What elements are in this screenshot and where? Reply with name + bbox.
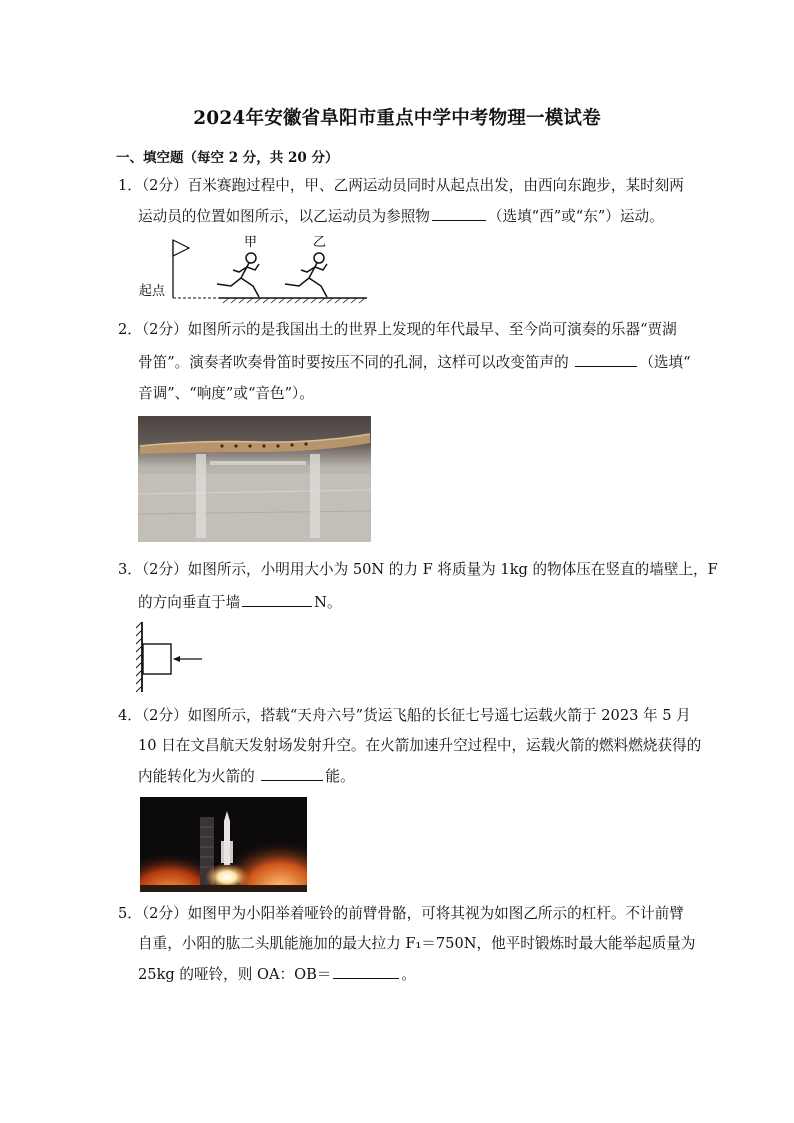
question-3-text-1: （2分）如图所示，小明用大小为 50N 的力 F 将质量为 1kg 的物体压在竖直的墙壁上，F bbox=[141, 561, 718, 578]
question-5-line-3 bbox=[138, 964, 416, 985]
question-5-text-1: （2分）如图甲为小阳举着哑铃的前臂骨骼，可将其视为如图乙所示的杠杆。不计前臂 bbox=[141, 905, 684, 922]
question-2-number: 2． bbox=[118, 321, 142, 338]
question-5-text-2: 自重，小阳的肱二头肌能施加的最大拉力 F₁＝750N，他平时锻炼时最大能举起质量为 bbox=[138, 935, 696, 952]
runners-figure bbox=[135, 232, 375, 304]
question-1-answer-blank[interactable] bbox=[432, 206, 486, 221]
question-2-line-2 bbox=[138, 352, 691, 373]
flag-icon bbox=[173, 240, 189, 256]
question-1-line-1 bbox=[118, 176, 684, 196]
page-title: 2024年安徽省阜阳市重点中学中考物理一模试卷 bbox=[193, 108, 601, 129]
question-5-line-2 bbox=[138, 934, 695, 954]
runner-a-icon bbox=[217, 253, 259, 297]
question-2-text-2a: 骨笛”。演奏者吹奏骨笛时要按压不同的孔洞，这样可以改变笛声的 bbox=[138, 354, 574, 371]
question-4-text-1: （2分）如图所示，搭载“天舟六号”货运飞船的长征七号遥七运载火箭于 2023 年 5 月 bbox=[141, 707, 691, 724]
question-3-answer-blank[interactable] bbox=[242, 592, 312, 607]
question-5-line-1 bbox=[118, 904, 684, 924]
question-4-line-1 bbox=[118, 706, 691, 726]
question-2-line-3 bbox=[138, 384, 314, 404]
question-2-text-2b: （选填“ bbox=[639, 354, 691, 371]
question-2-line-1 bbox=[118, 320, 677, 340]
question-2-text-3: 音调”、“响度”或“音色”）。 bbox=[138, 385, 314, 402]
question-4-text-2: 10 日在文昌航天发射场发射升空。在火箭加速升空过程中，运载火箭的燃料燃烧获得的 bbox=[138, 737, 702, 754]
question-2-answer-blank[interactable] bbox=[575, 352, 637, 367]
runner-b-label: 乙 bbox=[313, 235, 327, 250]
question-4-line-3 bbox=[138, 766, 355, 787]
question-1-text-2a: 运动员的位置如图所示，以乙运动员为参照物 bbox=[138, 208, 430, 225]
question-3-text-2b: N。 bbox=[314, 594, 342, 611]
bone-flute-photo bbox=[138, 416, 371, 542]
question-4-text-3a: 内能转化为火箭的 bbox=[138, 768, 260, 785]
force-arrow-icon bbox=[173, 656, 180, 662]
question-5-text-3a: 25kg 的哑铃，则 OA：OB＝ bbox=[138, 966, 332, 983]
question-3-number: 3． bbox=[118, 561, 142, 578]
question-4-answer-blank[interactable] bbox=[261, 766, 323, 781]
question-1-text-2b: （选填“西”或“东”）运动。 bbox=[487, 208, 664, 225]
question-1-number: 1． bbox=[118, 177, 142, 194]
block-icon bbox=[143, 644, 171, 674]
question-4-line-2 bbox=[138, 736, 701, 756]
question-5-answer-blank[interactable] bbox=[333, 964, 399, 979]
question-4-text-3b: 能。 bbox=[325, 768, 355, 785]
section-heading: 一、填空题（每空 2 分，共 20 分） bbox=[116, 150, 339, 166]
runner-a-label: 甲 bbox=[244, 235, 258, 250]
question-1-line-2 bbox=[138, 206, 664, 227]
question-1-text-1: （2分）百米赛跑过程中，甲、乙两运动员同时从起点出发，由西向东跑步，某时刻两 bbox=[141, 177, 684, 194]
question-3-line-2 bbox=[138, 592, 342, 613]
question-3-line-1 bbox=[118, 560, 718, 580]
question-5-number: 5． bbox=[118, 905, 142, 922]
question-5-text-3b: 。 bbox=[401, 966, 416, 983]
start-label: 起点 bbox=[139, 284, 166, 299]
block-wall-diagram bbox=[130, 620, 210, 694]
question-4-number: 4． bbox=[118, 707, 142, 724]
runner-b-icon bbox=[285, 253, 327, 297]
question-2-text-1: （2分）如图所示的是我国出土的世界上发现的年代最早、至今尚可演奏的乐器“贾湖 bbox=[141, 321, 677, 338]
rocket-launch-photo bbox=[140, 797, 307, 892]
question-3-text-2a: 的方向垂直于墙 bbox=[138, 594, 241, 611]
